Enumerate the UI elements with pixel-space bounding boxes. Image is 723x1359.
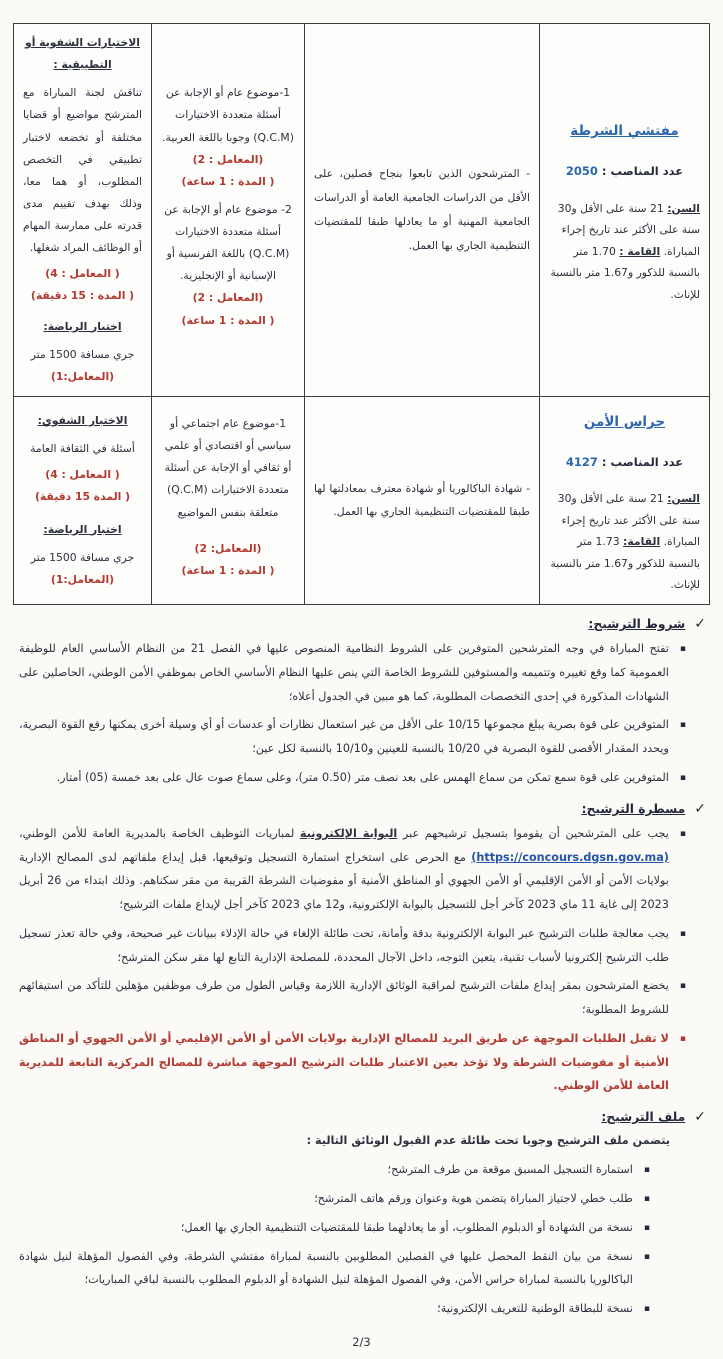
square-bullet-icon: ▪ (679, 928, 686, 939)
section-title: مسطرة الترشيح: (581, 801, 686, 816)
height-label: القامة: (623, 535, 661, 549)
list-item (19, 1187, 650, 1211)
post-title: مفتشي الشرطة (570, 123, 679, 140)
oral-exam-description: تناقش لجنة المباراة مع المترشح مواضيع أو قضايا مختلفة أو تخضعه لاختبار تطبيقي في التخصص المطلوب، أو هما معا، وذلك بهدف تقييم مدى قدرته على ممارسة المهام أو الوظائف المراد شغلها. (23, 86, 142, 255)
checkmark-icon: ✓ (694, 1109, 706, 1126)
post-title: حراس الأمن (583, 413, 666, 430)
list-item (19, 637, 686, 708)
oral-exam-heading: الاختبارات الشفوية أو التطبيقية : (25, 36, 140, 72)
section-heading-conditions (13, 616, 706, 632)
cell-diploma-inspectors (305, 24, 540, 397)
portal-emphasis-text: البوابة الإلكترونية (299, 826, 398, 840)
diploma-text: - شهادة الباكالوريا أو شهادة معترف بمعادلتها لها طبقا للمقتضيات التنظيمية الجاري بها العمل. (314, 481, 530, 519)
procedure-text-segment: يجب على المترشحين أن يقوموا بتسجيل ترشيحهم عبر (397, 826, 669, 840)
list-item (19, 1297, 650, 1321)
section-heading-file (13, 1109, 706, 1125)
file-item-text: طلب خطي لاجتياز المباراة يتضمن هوية وعنوان ورقم هاتف المترشح؛ (314, 1191, 633, 1205)
section-title: شروط الترشيح: (588, 617, 686, 632)
procedure-item-text: يخضع المترشحون بمقر إيداع ملفات الترشيح لمراقبة الوثائق الإدارية اللازمة وقياس الطول من طرف موظفين مؤهلين للتأكد من استيفائهم للشروط المطلوبة؛ (19, 979, 669, 1017)
table-row-security-guards (14, 396, 710, 604)
procedure-item-text: يجب معالجة طلبات الترشيح عبر البوابة الإلكترونية بدقة وأمانة، تحت طائلة الإلغاء في حالة الإدلاء ببيانات غير صحيحة، وفي حالة تعذر تسجيل طلب الترشيح إلكترونيا لأسباب تقنية، يتعين التوجه، داخل الآجال المحددة، للمصلحة الإدارية التابع لها مقر سكن المترشح؛ (19, 926, 669, 964)
square-bullet-icon: ▪ (679, 720, 686, 731)
file-item-text: استمارة التسجيل المسبق موقعة من طرف المترشح؛ (387, 1162, 633, 1176)
checkmark-icon: ✓ (694, 800, 706, 817)
list-item (19, 1216, 650, 1240)
list-item (19, 922, 686, 970)
positions-value: 4127 (565, 454, 598, 469)
square-bullet-icon: ▪ (679, 772, 686, 783)
written-exam-1-duration: ( المدة : 1 ساعة) (181, 563, 275, 577)
table-row-police-inspectors (14, 24, 710, 397)
height-label: القامة : (619, 244, 661, 258)
sport-test-heading: اختبار الرياضة: (43, 522, 122, 536)
procedure-text-segment: مع الحرص على استخراج استمارة التسجيل وتوقيعها، قبل إيداع ملفاتهم لدى المصالح الإدارية بولايات الأمن أو الأمن الإقليمي أو الأمن الجهوي أو المناطق الأمنية أو مفوضيات الشرطة القريبة من مقر سكناهم. وذلك ابتداء من 26 أبريل 2023 إلى غاية 11 ماي 2023 كآخر أجل للتسجيل بالبوابة الإلكترونية، و12 ماي 2023 كآخر أجل لإيداع ملفات الترشيح؛ (19, 850, 669, 912)
list-item (19, 766, 686, 790)
cell-oral-exam-inspectors (14, 24, 152, 397)
cell-post-inspectors (540, 24, 710, 397)
procedure-item-text (19, 822, 669, 917)
written-exam-1-coeff: (المعامل: 2) (194, 541, 262, 555)
recruitment-table (13, 23, 710, 605)
cell-post-guards (540, 396, 710, 604)
positions-label: عدد المناصب : (601, 164, 684, 178)
condition-item-text: المتوفرين على قوة بصرية يبلغ مجموعها 10/15 على الأقل من غير استعمال نظارات أو عدسات أو أي وسيلة أخرى يمكنها رفع القوة البصرية، ويحدد المقدار الأقصى للقوة البصرية في 10/20 بالنسبة للعينين و10/10 بالنسبة لكل عين؛ (19, 718, 669, 756)
height-text: 1.70 متر بالنسبة للذكور و1.67 متر بالنسبة للإناث. (550, 244, 700, 301)
written-exam-1-coeff: (المعامل : 2) (192, 152, 264, 166)
square-bullet-icon: ▪ (679, 981, 686, 992)
checkmark-icon: ✓ (694, 616, 706, 633)
list-item (19, 713, 686, 761)
positions-count (549, 160, 700, 184)
square-bullet-icon: ▪ (643, 1304, 650, 1315)
square-bullet-icon: ▪ (679, 644, 686, 655)
positions-count (549, 451, 700, 475)
oral-exam-coeff: ( المعامل : 4) (45, 468, 120, 482)
square-bullet-icon: ▪ (643, 1222, 650, 1233)
sport-test-heading: اختبار الرياضة: (43, 319, 122, 333)
oral-exam-coeff: ( المعامل : 4) (45, 267, 120, 281)
list-item (19, 822, 686, 917)
section-title: ملف الترشيح: (601, 1110, 686, 1125)
list-item-warning (19, 1027, 686, 1098)
written-exam-2-coeff: (المعامل : 2) (192, 291, 264, 305)
age-text: 21 سنة على الأقل و30 سنة على الأكثر عند تاريخ إجراء المباراة. (557, 201, 700, 258)
sport-test-coeff: (المعامل:1) (50, 572, 115, 586)
written-exam-2-duration: ( المدة : 1 ساعة) (181, 313, 275, 327)
written-exam-1-duration: ( المدة : 1 ساعة) (181, 174, 275, 188)
square-bullet-icon: ▪ (679, 828, 686, 839)
written-exam-1: 1-موضوع عام أو الإجابة عن أسئلة متعددة الاختيارات (Q.C.M) وجوبا باللغة العربية. (162, 86, 294, 144)
square-bullet-icon: ▪ (643, 1251, 650, 1262)
diploma-text: - المترشحون الذين تابعوا بنجاح فصلين، على الأقل من الدراسات الجامعية العامة أو الدراسات الجامعية المهنية أو ما يعادلها طبقا للمقتضيات التنظيمية الجاري بها العمل. (314, 167, 530, 252)
positions-label: عدد المناصب : (601, 454, 684, 469)
warning-text: لا تقبل الطلبات الموجهة عن طريق البريد للمصالح الإدارية بولايات الأمن أو الأمن الإقليمي أو الأمن الجهوي أو المناطق الأمنية أو مفوضيات الشرطة ولا تؤخذ بعين الاعتبار طلبات الترشيح الموجهة مباشرة للمصالح المركزية التابعة للمديرية العامة للأمن الوطني. (19, 1031, 669, 1093)
written-exam-2: 2- موضوع عام أو الإجابة عن أسئلة متعددة الاختيارات (Q.C.M) باللغة الفرنسية أو الإسبانية أو الإنجليزية. (164, 202, 292, 283)
procedure-text-segment: لمباريات التوظيف الخاصة بالمديرية العامة للأمن الوطني، (19, 826, 300, 840)
cell-oral-exam-guards (14, 396, 152, 604)
condition-item-text: المتوفرين على قوة سمع تمكن من سماع الهمس على بعد نصف متر (0.50 متر)، وعلى سماع صوت عال على بعد خمسة (05) أمتار. (56, 770, 669, 784)
registration-portal-link[interactable]: (https://concours.dgsn.gov.ma) (471, 850, 669, 864)
age-label: السن: (667, 492, 700, 506)
list-item (19, 1158, 650, 1182)
section-heading-procedure (13, 801, 706, 817)
square-bullet-icon: ▪ (643, 1193, 650, 1204)
file-item-text: نسخة من بيان النقط المحصل عليها في الفصلين المطلوبين بالنسبة لمباراة مفتشي الشرطة، وفي الفصول المؤهلة لنيل شهادة الباكالوريا بالنسبة لمباراة حراس الأمن، وفي الفصول المؤهلة لنيل الشهادة أو الدبلوم المطلوب بالنسبة لباقي المباريات؛ (19, 1249, 633, 1287)
square-bullet-icon: ▪ (679, 1033, 686, 1044)
cell-diploma-guards (305, 396, 540, 604)
oral-exam-duration: ( المدة : 15 دقيقة) (30, 289, 135, 303)
page-number: 2/3 (352, 1335, 371, 1350)
file-intro-text: يتضمن ملف الترشيح وجوبا تحت طائلة عدم القبول الوثائق التالية : (306, 1134, 670, 1148)
oral-exam-heading: الاختبار الشفوي: (37, 414, 128, 428)
sport-test-description: جري مسافة 1500 متر (30, 347, 135, 361)
list-item (19, 974, 686, 1022)
condition-item-text: تفتح المباراة في وجه المترشحين المتوفرين على الشروط النظامية المنصوص عليها في الفصل 21 من النظام الأساسي العام للوظيفة العمومية كما وقع تغييره وتتميمه والمستوفين للشروط الخاصة التي ينص عليها النظام الأساسي الخاص بموظفي الأمن الوطني، الحاصلين على الشهادات المذكورة في إحدى التخصصات المطلوبة، كما هو مبين في الجدول أعلاه؛ (19, 642, 669, 703)
positions-value: 2050 (565, 164, 598, 178)
oral-exam-duration: ( المدة 15 دقيقة) (34, 490, 131, 504)
list-item (19, 1245, 650, 1293)
file-item-text: نسخة للبطاقة الوطنية للتعريف الإلكترونية؛ (437, 1302, 633, 1316)
height-text: 1.73 متر بالنسبة للذكور و1.67 متر بالنسبة للإناث. (550, 535, 700, 592)
file-item-text: نسخة من الشهادة أو الدبلوم المطلوب، أو ما يعادلهما طبقا للمقتضيات التنظيمية الجاري بها العمل؛ (180, 1220, 633, 1234)
post-requirements (549, 488, 700, 596)
post-requirements (549, 198, 700, 306)
sport-test-coeff: (المعامل:1) (50, 369, 115, 383)
cell-written-exam-inspectors (152, 24, 305, 397)
age-text: 21 سنة على الأقل و30 سنة على الأكثر عند تاريخ إجراء المباراة. (557, 492, 700, 549)
age-label: السن: (667, 201, 700, 215)
sport-test-description: جري مسافة 1500 متر (30, 550, 135, 564)
square-bullet-icon: ▪ (643, 1164, 650, 1175)
oral-exam-description: أسئلة في الثقافة العامة (30, 442, 135, 456)
cell-written-exam-guards (152, 396, 305, 604)
written-exam-1: 1-موضوع عام اجتماعي أو سياسي أو اقتصادي أو علمي أو ثقافي أو الإجابة عن أسئلة متعددة الاختيارات (Q.C.M) متعلقة بنفس المواضيع (164, 417, 292, 519)
